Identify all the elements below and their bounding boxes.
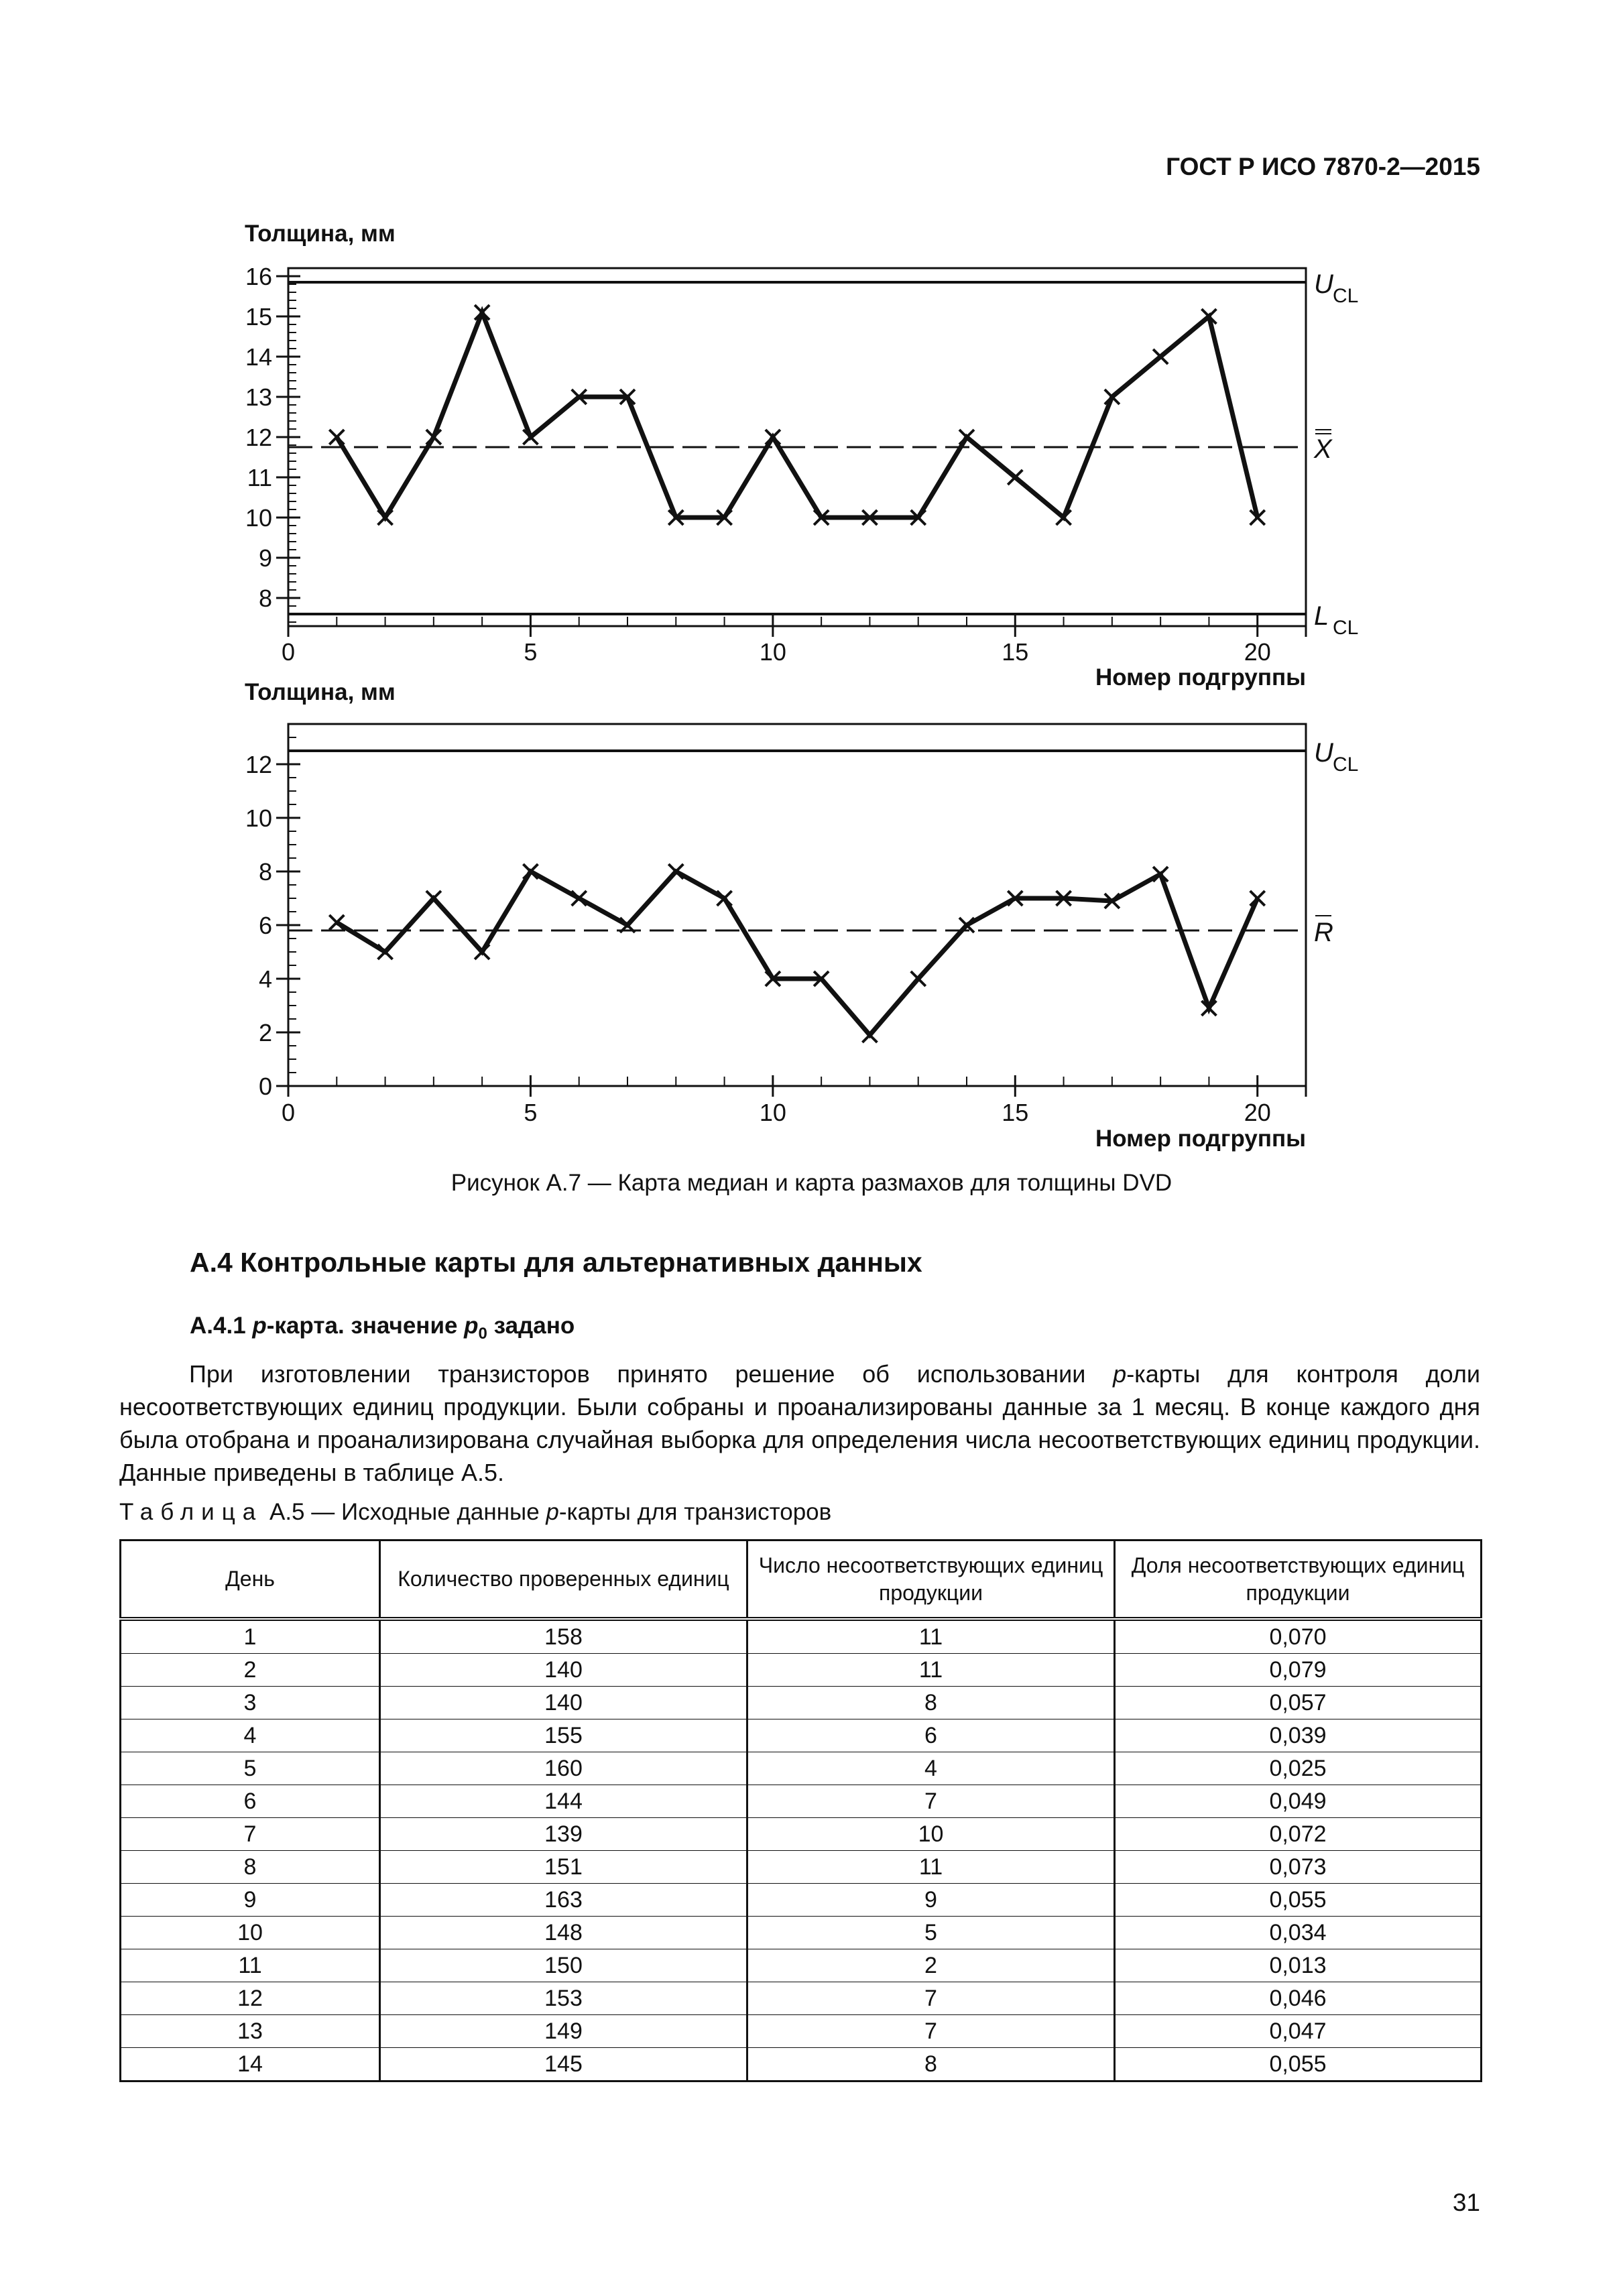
table-cell: 8: [747, 2048, 1115, 2081]
data-point: [766, 430, 780, 444]
y-tick-label: 11: [247, 464, 272, 491]
table-cell: 0,055: [1115, 1884, 1482, 1917]
table-cell: 150: [380, 1949, 747, 1982]
data-table: [119, 1539, 1482, 2082]
series-line: [337, 312, 1257, 518]
x-tick-label: 20: [1244, 638, 1271, 666]
header-nonconforming-fraction: Доля несоответствующих единиц продукции: [1115, 1540, 1482, 1620]
table-cell: 7: [747, 2015, 1115, 2048]
table-cell: 14: [121, 2048, 380, 2081]
table-cell: 8: [747, 1687, 1115, 1719]
x-tick-label: 20: [1244, 1099, 1271, 1126]
table-cell: 6: [121, 1785, 380, 1818]
range-chart: [0, 679, 1623, 1166]
limit-label: U: [1314, 269, 1333, 299]
table-cell: 0,072: [1115, 1818, 1482, 1851]
y-tick-label: 14: [245, 343, 272, 371]
table-cell: 7: [747, 1982, 1115, 2015]
data-point: [475, 945, 489, 959]
page-number: 31: [1452, 2189, 1480, 2216]
table-cell: 0,025: [1115, 1752, 1482, 1785]
y-tick-label: 6: [258, 912, 272, 939]
table-cell: 158: [380, 1619, 747, 1654]
table-cell: 0,013: [1115, 1949, 1482, 1982]
x-tick-label: 15: [1002, 1099, 1029, 1126]
table-cell: 10: [121, 1917, 380, 1949]
table-cell: 5: [747, 1917, 1115, 1949]
table-row: [121, 1851, 1482, 1884]
table-cell: 13: [121, 2015, 380, 2048]
data-point: [329, 915, 344, 930]
table-cell: 10: [747, 1818, 1115, 1851]
table-cell: 5: [121, 1752, 380, 1785]
y-tick-label: 0: [258, 1073, 272, 1100]
header-nonconforming-count: Число несоответствующих единиц продукции: [747, 1540, 1115, 1620]
x-tick-label: 5: [524, 1099, 538, 1126]
table-cell: 0,039: [1115, 1719, 1482, 1752]
data-point: [572, 891, 587, 906]
table-cell: 8: [121, 1851, 380, 1884]
limit-label: X: [1314, 434, 1332, 464]
table-cell: 4: [121, 1719, 380, 1752]
table-cell: 0,070: [1115, 1619, 1482, 1654]
table-cell: 7: [747, 1785, 1115, 1818]
table-cell: 140: [380, 1654, 747, 1687]
median-chart: [0, 201, 1623, 697]
table-row: [121, 1719, 1482, 1752]
table-cell: 11: [121, 1949, 380, 1982]
data-point: [378, 945, 393, 959]
limit-label: R: [1314, 918, 1333, 947]
table-row: [121, 1982, 1482, 2015]
table-cell: 0,073: [1115, 1851, 1482, 1884]
y-tick-label: 10: [245, 504, 272, 532]
subsection-title: А.4.1 p-карта. значение $p_0$ задано: [190, 1313, 575, 1343]
y-tick-label: 4: [258, 965, 272, 993]
y-axis-title: Толщина, мм: [245, 679, 396, 705]
table-cell: 11: [747, 1654, 1115, 1687]
table-header-row: [121, 1540, 1482, 1620]
table-cell: 145: [380, 2048, 747, 2081]
data-point: [717, 891, 732, 906]
table-row: [121, 2048, 1482, 2081]
table-cell: 0,079: [1115, 1654, 1482, 1687]
table-cell: 11: [747, 1619, 1115, 1654]
data-point: [329, 430, 344, 444]
y-tick-label: 12: [245, 751, 272, 778]
data-point: [1008, 470, 1022, 485]
table-cell: 155: [380, 1719, 747, 1752]
data-point: [911, 971, 926, 986]
y-tick-label: 15: [245, 303, 272, 330]
x-tick-label: 0: [281, 1099, 296, 1126]
x-tick-label: 10: [759, 1099, 786, 1126]
table-cell: 140: [380, 1687, 747, 1719]
table-cell: 149: [380, 2015, 747, 2048]
y-tick-label: 8: [258, 858, 272, 886]
table-row: [121, 2015, 1482, 2048]
data-point: [378, 510, 393, 525]
x-tick-label: 5: [524, 638, 538, 666]
data-point: [959, 430, 974, 444]
table-row: [121, 1687, 1482, 1719]
x-axis-title: Номер подгруппы: [1095, 664, 1306, 690]
table-cell: 2: [121, 1654, 380, 1687]
data-point: [668, 864, 683, 879]
table-cell: 151: [380, 1851, 747, 1884]
table-row: [121, 1619, 1482, 1654]
y-tick-label: 10: [245, 804, 272, 832]
y-tick-label: 13: [245, 383, 272, 411]
table-cell: 7: [121, 1818, 380, 1851]
x-tick-label: 0: [281, 638, 296, 666]
y-tick-label: 16: [245, 263, 272, 290]
y-tick-label: 2: [258, 1019, 272, 1046]
table-cell: 9: [747, 1884, 1115, 1917]
document-code: ГОСТ Р ИСО 7870-2—2015: [1166, 153, 1480, 180]
y-tick-label: 12: [245, 424, 272, 451]
table-row: [121, 1654, 1482, 1687]
table-cell: 0,046: [1115, 1982, 1482, 2015]
table-cell: 0,055: [1115, 2048, 1482, 2081]
table-cell: 139: [380, 1818, 747, 1851]
data-point: [426, 891, 441, 906]
x-axis-title: Номер подгруппы: [1095, 1126, 1306, 1152]
section-title: А.4 Контрольные карты для альтернативных данных: [190, 1247, 922, 1278]
x-tick-label: 10: [759, 638, 786, 666]
table-cell: 6: [747, 1719, 1115, 1752]
table-cell: 12: [121, 1982, 380, 2015]
table-row: [121, 1752, 1482, 1785]
limit-label: U: [1314, 738, 1333, 768]
x-tick-label: 15: [1002, 638, 1029, 666]
table-cell: 4: [747, 1752, 1115, 1785]
table-cell: 0,047: [1115, 2015, 1482, 2048]
table-row: [121, 1917, 1482, 1949]
data-point: [523, 864, 538, 879]
header-day: День: [121, 1540, 380, 1620]
limit-label-subscript: CL: [1333, 753, 1359, 776]
limit-label: L: [1314, 601, 1329, 631]
y-tick-label: 8: [258, 585, 272, 612]
table-cell: 148: [380, 1917, 747, 1949]
y-tick-label: 9: [258, 544, 272, 572]
series-line: [337, 871, 1257, 1035]
data-point: [862, 1028, 877, 1042]
table-row: [121, 1884, 1482, 1917]
table-row: [121, 1818, 1482, 1851]
data-point: [1153, 349, 1168, 364]
limit-label-subscript: CL: [1333, 285, 1359, 307]
body-paragraph: При изготовлении транзисторов принято решение об использовании p-карты для контроля доли несоответствующих единиц продукции. Были собраны и проанализированы данные за 1 месяц. В конце каждого дня была отобрана и проанализирована случайная выборка для определения числа несоответствующих единиц продукции. Данные приведены в таблице А.5.: [119, 1360, 1480, 1486]
table-cell: 9: [121, 1884, 380, 1917]
table-cell: 163: [380, 1884, 747, 1917]
table-cell: 3: [121, 1687, 380, 1719]
table-row: [121, 1949, 1482, 1982]
table-row: [121, 1785, 1482, 1818]
table-caption: Таблица А.5 — Исходные данные p-карты для транзисторов: [119, 1499, 832, 1525]
header-inspected: Количество проверенных единиц: [380, 1540, 747, 1620]
table-cell: 2: [747, 1949, 1115, 1982]
table-cell: 144: [380, 1785, 747, 1818]
table-cell: 11: [747, 1851, 1115, 1884]
table-cell: 153: [380, 1982, 747, 2015]
limit-label-subscript: CL: [1333, 617, 1359, 639]
table-cell: 0,034: [1115, 1917, 1482, 1949]
y-axis-title: Толщина, мм: [245, 221, 396, 247]
table-cell: 1: [121, 1619, 380, 1654]
table-cell: 0,057: [1115, 1687, 1482, 1719]
table-cell: 0,049: [1115, 1785, 1482, 1818]
figure-caption: Рисунок А.7 — Карта медиан и карта размахов для толщины DVD: [450, 1170, 1173, 1196]
table-cell: 160: [380, 1752, 747, 1785]
